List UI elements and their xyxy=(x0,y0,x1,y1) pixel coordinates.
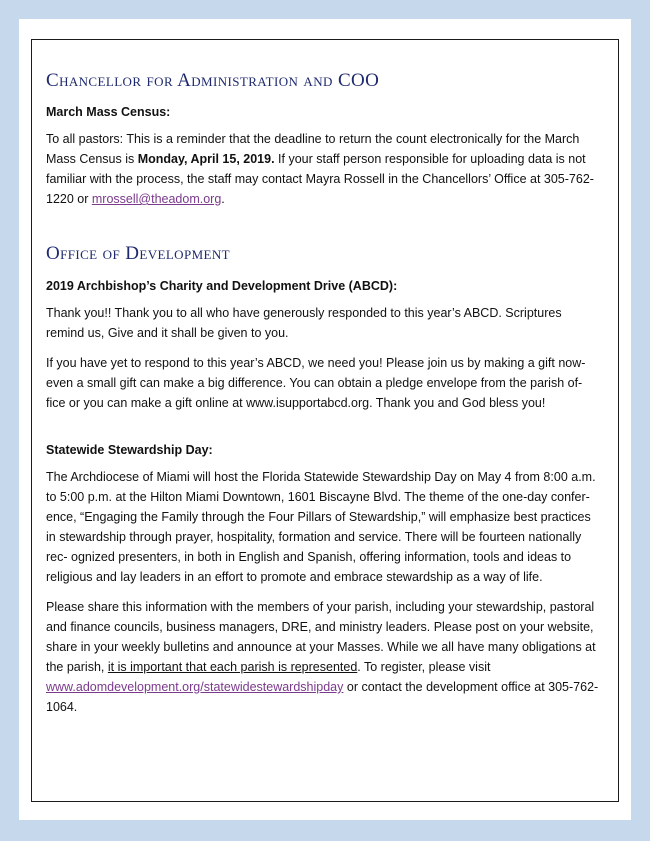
mass-census-text: To all pastors: This is a reminder that the deadline to return the count electronically for the March Mass Census is xyxy=(46,132,580,166)
period: . xyxy=(221,192,225,206)
paragraph-share-info xyxy=(46,597,602,717)
subheading-stewardship-day: Statewide Stewardship Day: xyxy=(46,443,213,457)
mass-census-text-2: If your staff person responsible for uploading data is not familiar with the process, the staff may contact Mayra Rossell in the Chancellors’ Office at 305-762-1220 or xyxy=(46,152,594,206)
paragraph-abcd-request: If you have yet to respond to this year’s ABCD, we need you! Please join us by making a gift now- even a small gift can make a big difference. You can obtain a pledge envelope from the parish of- fice or you can make a gift online at www.isupportabcd.org. Thank you and God bless you! xyxy=(46,356,586,410)
share-text: Please share this information with the members of your parish, including your stewardship, pastoral and finance councils, business managers, DRE, and ministry leaders. Please post on your website, share in your weekly bulletins and announce at your Masses. While we all have many obligations at the parish, xyxy=(46,600,596,674)
paragraph-stewardship-day: The Archdiocese of Miami will host the Florida Statewide Stewardship Day on May 4 from 8:00 a.m. to 5:00 p.m. at the Hilton Miami Downtown, 1601 Biscayne Blvd. The theme of the one-day confer- ence, “Engaging the Family through the Four Pillars of Stewardship,” will emphasize best practices in stewardship through prayer, hospitality, formation and service. There will be fourteen nationally rec- ognized presenters, in both in English and Spanish, offering information, tools and ideas to religious and lay leaders in an effort to promote and embrace stewardship as a way of life. xyxy=(46,470,596,584)
important-underlined: it is important that each parish is represented xyxy=(107,660,358,674)
paragraph-thank-you: Thank you!! Thank you to all who have generously responded to this year’s ABCD. Scriptures remind us, Give and it shall be given to you. xyxy=(46,306,562,340)
content xyxy=(46,70,602,717)
stewardship-url-link[interactable]: www.adomdevelopment.org/statewidestewardshipday xyxy=(46,680,344,694)
heading-office-development: Office of Development xyxy=(46,243,231,264)
share-text-2: . To register, please visit xyxy=(357,660,491,674)
page xyxy=(19,19,631,820)
subheading-mass-census: March Mass Census: xyxy=(46,105,171,119)
heading-chancellor: Chancellor for Administration and COO xyxy=(46,70,380,91)
deadline-date: Monday, April 15, 2019. xyxy=(137,152,275,166)
content-frame xyxy=(31,39,619,802)
email-link[interactable]: mrossell@theadom.org xyxy=(91,192,222,206)
share-text-3: or contact the development office at 305-762-1064. xyxy=(46,680,599,714)
subheading-abcd: 2019 Archbishop’s Charity and Development Drive (ABCD): xyxy=(46,279,398,293)
paragraph-mass-census xyxy=(46,129,602,209)
